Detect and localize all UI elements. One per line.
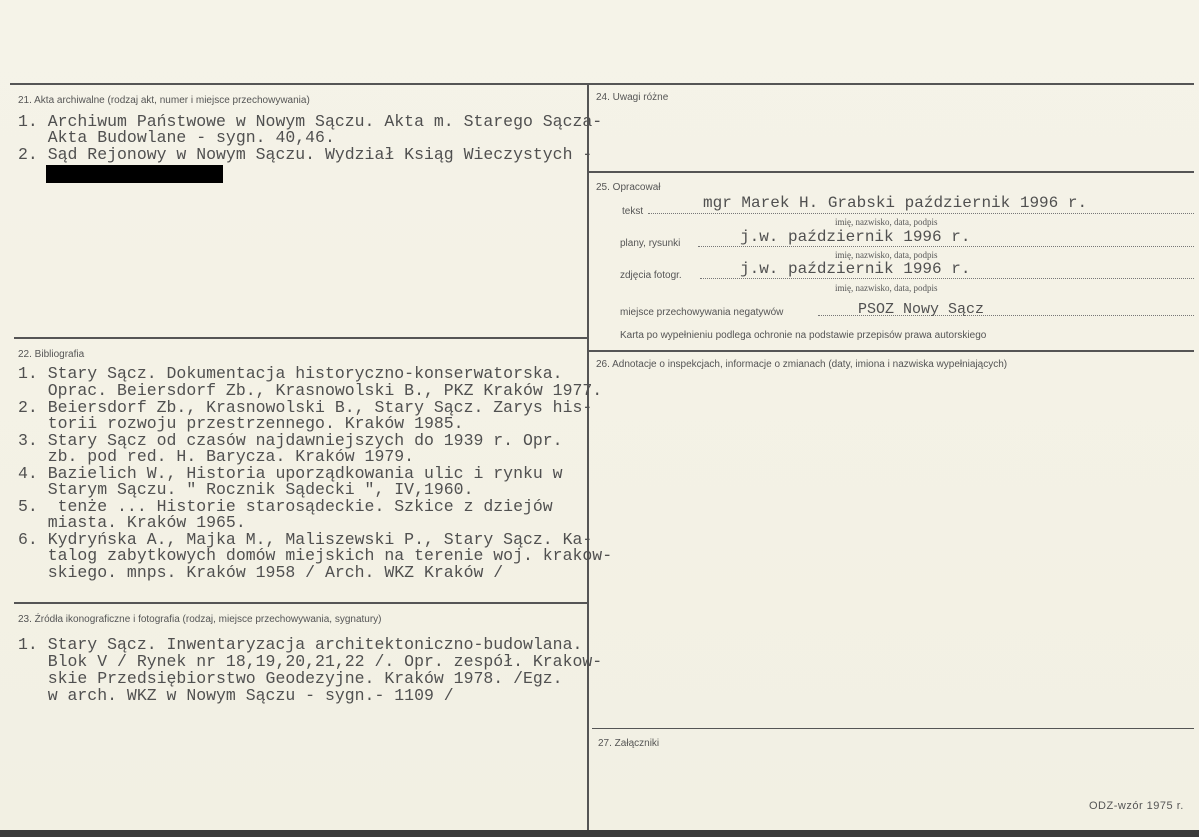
section-22-header: 22. Bibliografia (18, 349, 85, 360)
zdjecia-label: zdjęcia fotogr. (620, 270, 682, 281)
top-rule (10, 83, 1194, 85)
negatywy-label: miejsce przechowywania negatywów (620, 307, 784, 318)
s22-line-7: 4. Bazielich W., Historia uporządkowania ulic i rynku w (18, 464, 563, 483)
s23-line-3: skie Przedsiębiorstwo Geodezyjne. Kraków 1978. /Egz. (18, 669, 563, 688)
section-21-header: 21. Akta archiwalne (rodzaj akt, numer i miejsce przechowywania) (18, 95, 310, 106)
s22-line-6: zb. pod red. H. Barycza. Kraków 1979. (18, 447, 415, 466)
rule-24-25 (589, 171, 1194, 173)
plany-caption: imię, nazwisko, data, podpis (835, 250, 938, 260)
section-24-header: 24. Uwagi różne (596, 92, 669, 103)
form-code: ODZ-wzór 1975 r. (1089, 800, 1184, 812)
s22-line-9: 5. tenże ... Historie starosądeckie. Szkice z dziejów (18, 497, 553, 516)
tekst-label: tekst (622, 206, 644, 217)
negatywy-value: PSOZ Nowy Sącz (858, 301, 985, 318)
section-25-header: 25. Opracował (596, 182, 661, 193)
rule-25-26 (589, 350, 1194, 352)
s21-line-1: 1. Archiwum Państwowe w Nowym Sączu. Akta m. Starego Sącza- (18, 112, 603, 131)
tekst-value: mgr Marek H. Grabski październik 1996 r. (703, 194, 1088, 212)
s23-line-4: w arch. WKZ w Nowym Sączu - sygn.- 1109 / (18, 686, 454, 705)
s22-line-11: 6. Kydryńska A., Majka M., Maliszewski P., Stary Sącz. Ka- (18, 530, 593, 549)
s22-line-4: torii rozwoju przestrzennego. Kraków 1985. (18, 414, 464, 433)
section-23-header: 23. Źródła ikonograficzne i fotografia (rodzaj, miejsce przechowywania, sygnatury) (18, 614, 382, 625)
s22-line-13: skiego. mnps. Kraków 1958 / Arch. WKZ Kraków / (18, 563, 504, 582)
tekst-caption: imię, nazwisko, data, podpis (835, 217, 938, 227)
s22-line-2: Oprac. Beiersdorf Zb., Krasnowolski B., PKZ Kraków 1977. (18, 381, 603, 400)
copyright-note: Karta po wypełnieniu podlega ochronie na podstawie przepisów prawa autorskiego (620, 330, 987, 341)
section-27-header: 27. Załączniki (598, 738, 660, 749)
bottom-edge (0, 830, 1199, 837)
s21-line-3: 2. Sąd Rejonowy w Nowym Sączu. Wydział Ksiąg Wieczystych - (18, 145, 593, 164)
zdjecia-line (700, 278, 1194, 279)
s22-line-5: 3. Stary Sącz od czasów najdawniejszych do 1939 r. Opr. (18, 431, 563, 450)
s22-line-8: Starym Sączu. " Rocznik Sądecki ", IV,1960. (18, 480, 474, 499)
zdjecia-caption: imię, nazwisko, data, podpis (835, 283, 938, 293)
center-divider (587, 85, 589, 830)
redaction-bar (46, 165, 223, 183)
plany-line (698, 246, 1194, 247)
s22-line-10: miasta. Kraków 1965. (18, 513, 246, 532)
s23-line-2: Blok V / Rynek nr 18,19,20,21,22 /. Opr. zespół. Krakow- (18, 652, 603, 671)
rule-21-22 (14, 337, 587, 339)
s23-line-1: 1. Stary Sącz. Inwentaryzacja architektoniczno-budowlana. (18, 635, 583, 654)
rule-26-27 (592, 728, 1194, 729)
section-26-header: 26. Adnotacje o inspekcjach, informacje o zmianach (daty, imiona i nazwiska wypełniających) (596, 359, 1008, 370)
s22-line-12: talog zabytkowych domów miejskich na terenie woj. krakow- (18, 546, 613, 565)
s22-line-3: 2. Beiersdorf Zb., Krasnowolski B., Stary Sącz. Zarys his- (18, 398, 593, 417)
zdjecia-value: j.w. październik 1996 r. (740, 260, 971, 278)
s22-line-1: 1. Stary Sącz. Dokumentacja historyczno-konserwatorska. (18, 364, 563, 383)
tekst-line (648, 213, 1194, 214)
rule-22-23 (14, 602, 587, 604)
s21-line-2: Akta Budowlane - sygn. 40,46. (18, 128, 335, 147)
plany-value: j.w. październik 1996 r. (740, 228, 971, 246)
plany-label: plany, rysunki (620, 238, 681, 249)
